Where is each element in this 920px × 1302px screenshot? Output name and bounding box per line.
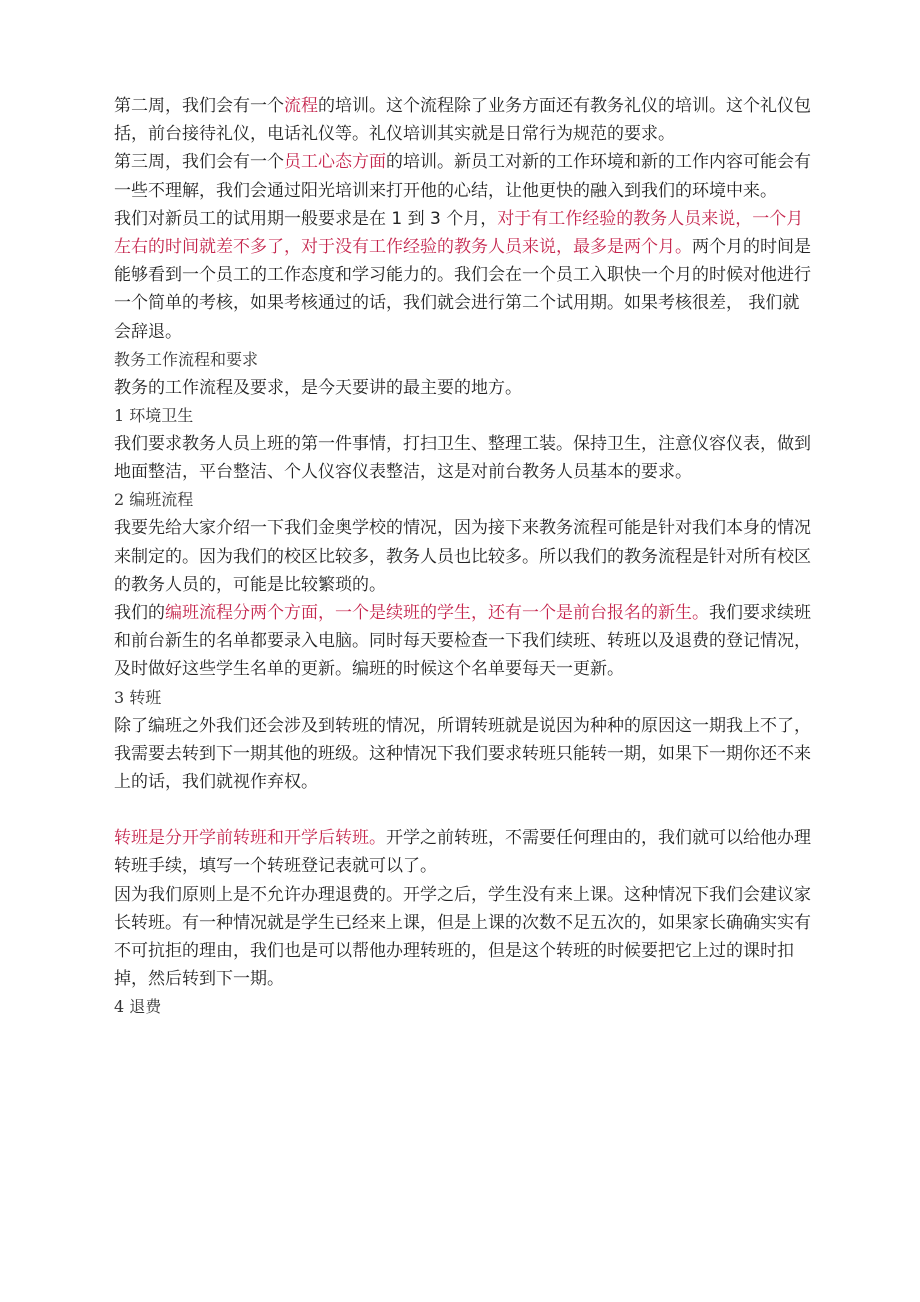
paragraph	[114, 824, 814, 880]
paragraph	[114, 712, 814, 797]
paragraph	[114, 881, 814, 994]
text-run: 因为我们原则上是不允许办理退费的。开学之后，学生没有来上课。这种情况下我们会建议家长转班。有一种情况就是学生已经来上课，但是上课的次数不足五次的，如果家长确确实实有不可抗拒的理由，我们也是可以帮他办理转班的，但是这个转班的时候要把它上过的课时扣掉，然后转到下一期。	[114, 884, 811, 990]
text-run: 开学之前转班，不需要任何理由的，我们就可以给他办理转班手续，填写一个转班登记表就可以了。	[114, 828, 811, 877]
paragraph	[114, 374, 814, 402]
highlighted-text: 对于有工作经验的教务人员来说，一个月左右的时间就差不多了，对于没有工作经验的教务人员来说，最多是两个月。	[114, 208, 804, 258]
text-run: 两个月的时间是能够看到一个员工的工作态度和学习能力的。我们会在一个员工入职快一个月的时候对他进行一个简单的考核，如果考核通过的话，我们就会进行第二个试用期。如果考核很差， 我们就会辞退。	[114, 237, 811, 342]
text-run: 的培训。新员工对新的工作环境和新的工作内容可能会有一些不理解，我们会通过阳光培训来打开他的心结，让他更快的融入到我们的环境中来。	[114, 152, 811, 201]
text-run: 教务工作流程和要求	[114, 349, 259, 369]
text-run: 我们对新员工的试用期一般要求是在 1 到 3 个月，	[114, 208, 498, 229]
highlighted-text: 员工心态方面	[284, 152, 386, 173]
text-run: 我们要求教务人员上班的第一件事情，打扫卫生、整理工装。保持卫生，注意仪容仪表，做到地面整洁，平台整洁、个人仪容仪表整洁，这是对前台教务人员基本的要求。	[114, 434, 811, 483]
section-heading	[114, 684, 814, 712]
highlighted-text: 流程	[284, 96, 318, 116]
paragraph	[114, 205, 814, 346]
text-run: 3 转班	[114, 687, 162, 707]
text-run: 教务的工作流程及要求，是今天要讲的最主要的地方。	[114, 377, 522, 398]
highlighted-text: 编班流程分两个方面，一个是续班的学生，还有一个是前台报名的新生。	[165, 603, 709, 624]
section-heading	[114, 402, 814, 430]
paragraph	[114, 430, 814, 486]
section-heading	[114, 346, 814, 374]
text-run: 的培训。这个流程除了业务方面还有教务礼仪的培训。这个礼仪包括，前台接待礼仪，电话礼仪等。礼仪培训其实就是日常行为规范的要求。	[114, 96, 811, 145]
text-run: 除了编班之外我们还会涉及到转班的情况，所谓转班就是说因为种种的原因这一期我上不了，我需要去转到下一期其他的班级。这种情况下我们要求转班只能转一期，如果下一期你还不来上的话，我们就视作弃权。	[114, 715, 811, 793]
text-run: 第三周，我们会有一个	[114, 152, 284, 173]
text-run: 2 编班流程	[114, 490, 194, 510]
paragraph	[114, 599, 814, 684]
text-run: 我们要求续班和前台新生的名单都要录入电脑。同时每天要检查一下我们续班、转班以及退费的登记情况，及时做好这些学生名单的更新。编班的时候这个名单要每天一更新。	[114, 603, 811, 680]
paragraph	[114, 92, 814, 148]
text-run: 我们的	[114, 603, 165, 624]
blank-line	[114, 796, 814, 824]
paragraph	[114, 148, 814, 204]
text-run: 4 退费	[114, 997, 162, 1017]
section-heading	[114, 993, 814, 1021]
text-run: 1 环境卫生	[114, 406, 194, 426]
paragraph	[114, 514, 814, 599]
text-run: 我要先给大家介绍一下我们金奥学校的情况，因为接下来教务流程可能是针对我们本身的情况来制定的。因为我们的校区比较多，教务人员也比较多。所以我们的教务流程是针对所有校区的教务人员的，可能是比较繁琐的。	[114, 518, 811, 595]
highlighted-text: 转班是分开学前转班和开学后转班。	[114, 828, 386, 849]
section-heading	[114, 486, 814, 514]
text-run: 第二周，我们会有一个	[114, 96, 284, 116]
document-body	[114, 92, 814, 1021]
